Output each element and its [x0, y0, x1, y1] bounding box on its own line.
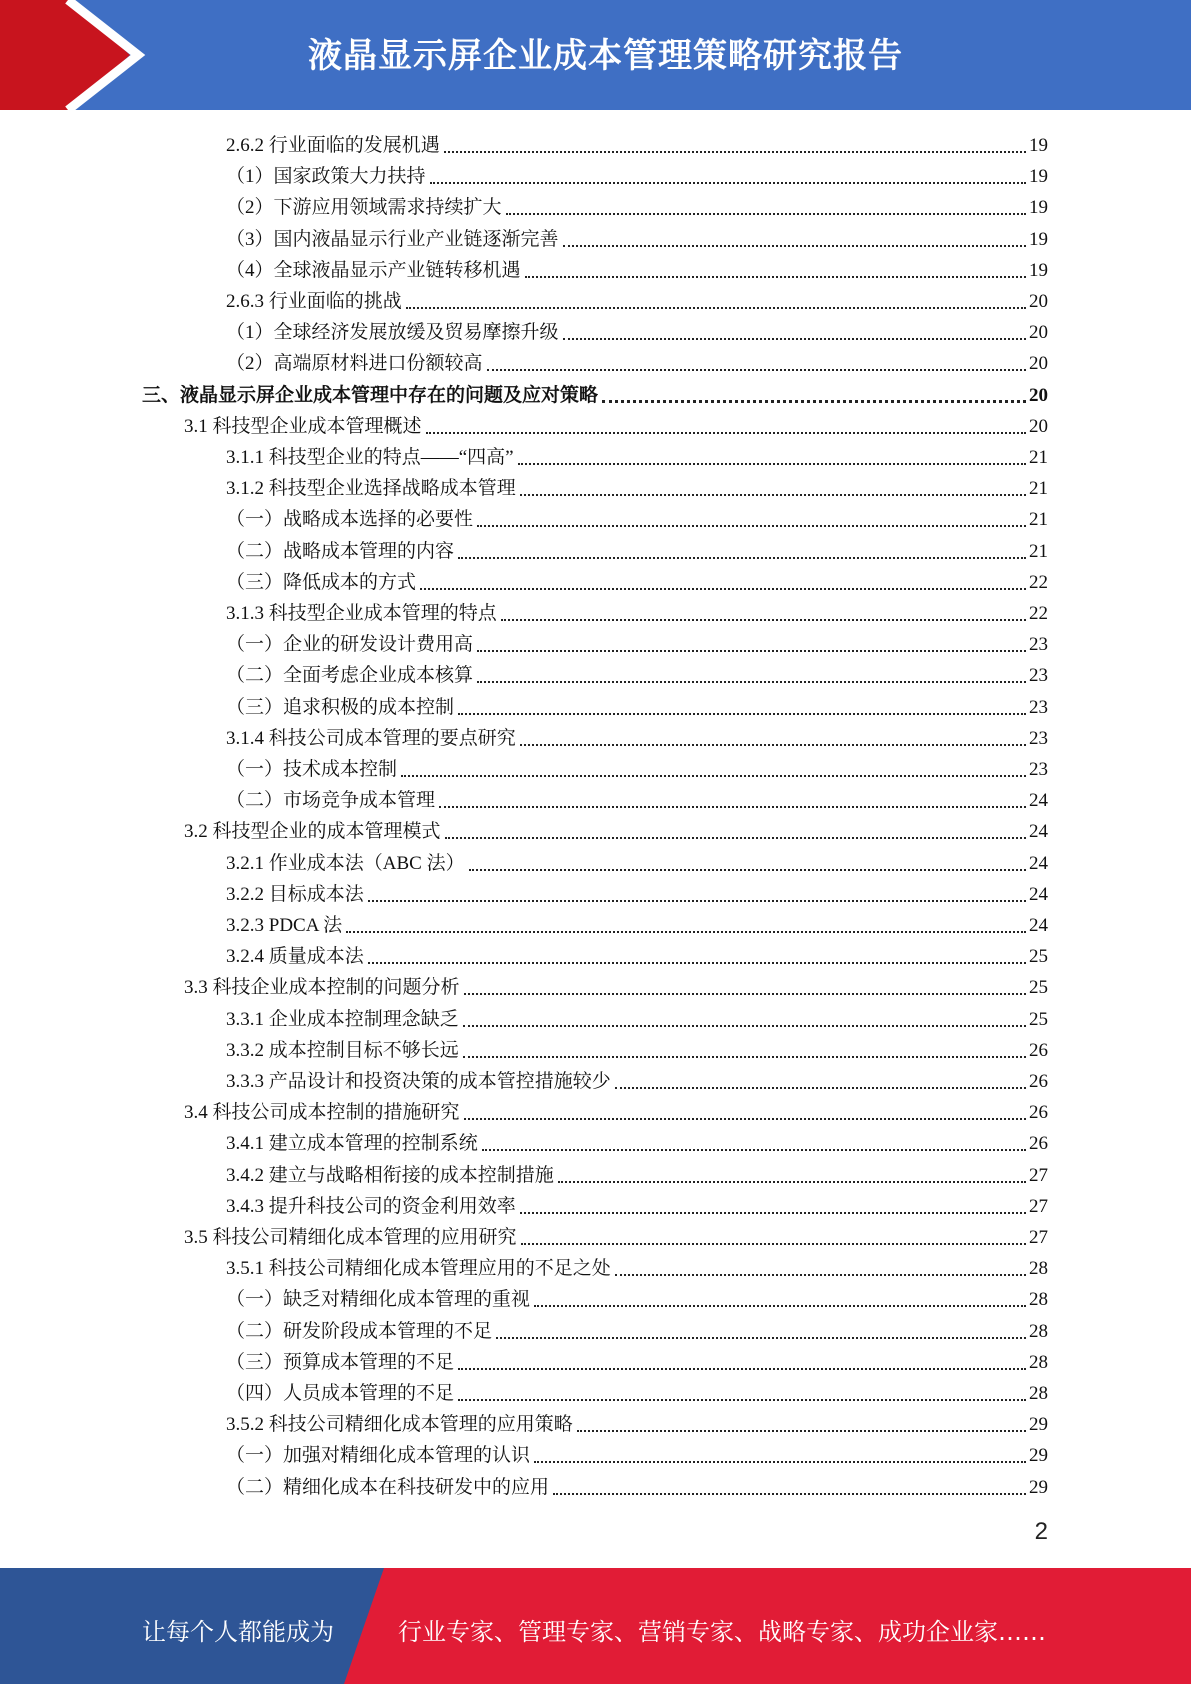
toc-leader-dots [469, 868, 1026, 871]
toc-entry[interactable] [226, 626, 1048, 657]
toc-entry-page: 19 [1029, 197, 1048, 219]
toc-entry-page: 24 [1029, 852, 1048, 874]
toc-entry-page: 21 [1029, 540, 1048, 562]
toc-entry[interactable] [226, 1375, 1048, 1406]
toc-entry-label: 3.1.1 科技型企业的特点——“四高” [226, 447, 514, 468]
toc-entry-label: （二）战略成本管理的内容 [226, 540, 455, 562]
toc-entry-label: 3.2.3 PDCA 法 [226, 915, 343, 936]
toc-leader-dots [501, 618, 1026, 621]
toc-entry[interactable] [226, 720, 1048, 751]
toc-entry-page: 23 [1029, 727, 1048, 749]
toc-leader-dots [439, 805, 1026, 808]
toc-entry-label: 3.3.1 企业成本控制理念缺乏 [226, 1008, 459, 1030]
toc-entry-page: 29 [1029, 1414, 1048, 1436]
toc-entry[interactable] [226, 221, 1048, 252]
toc-entry[interactable] [226, 1157, 1048, 1188]
toc-entry-page: 29 [1029, 1476, 1048, 1498]
toc-entry-page: 25 [1029, 1008, 1048, 1030]
toc-entry-label: （二）市场竞争成本管理 [226, 790, 436, 812]
toc-entry[interactable] [226, 127, 1048, 158]
toc-entry[interactable] [226, 751, 1048, 782]
toc-leader-dots [534, 1304, 1026, 1307]
toc-entry[interactable] [226, 1188, 1048, 1219]
toc-entry-page: 28 [1029, 1320, 1048, 1342]
toc-entry-page: 24 [1029, 915, 1048, 936]
toc-entry-page: 28 [1029, 1351, 1048, 1373]
toc-entry[interactable] [226, 1344, 1048, 1375]
toc-entry-page: 21 [1029, 447, 1048, 468]
toc-leader-dots [458, 1367, 1026, 1370]
toc-entry[interactable] [226, 876, 1048, 907]
toc-entry-label: （一）企业的研发设计费用高 [226, 634, 474, 656]
toc-entry-page: 26 [1029, 1133, 1048, 1155]
toc-leader-dots [496, 1336, 1026, 1339]
toc-entry-label: 三、液晶显示屏企业成本管理中存在的问题及应对策略 [142, 384, 599, 406]
toc-leader-dots [563, 337, 1026, 340]
toc-entry-label: 3.1 科技型企业成本管理概述 [184, 415, 422, 437]
toc-entry-page: 23 [1029, 696, 1048, 718]
toc-entry[interactable] [226, 1313, 1048, 1344]
toc-entry-page: 27 [1029, 1227, 1048, 1248]
toc-leader-dots [520, 493, 1026, 496]
toc-entry-page: 27 [1029, 1195, 1048, 1217]
toc-leader-dots [368, 899, 1026, 902]
toc-leader-dots [563, 244, 1026, 247]
toc-entry-page: 28 [1029, 1289, 1048, 1311]
toc-entry[interactable] [184, 408, 1048, 439]
toc-entry-page: 24 [1029, 883, 1048, 905]
toc-entry[interactable] [226, 1281, 1048, 1312]
toc-leader-dots [420, 587, 1026, 590]
toc-leader-dots [487, 368, 1026, 371]
toc-entry-label: 3.4.2 建立与战略相衔接的成本控制措施 [226, 1164, 554, 1186]
toc-entry-page: 19 [1029, 259, 1048, 281]
toc-entry-label: 3.3.3 产品设计和投资决策的成本管控措施较少 [226, 1071, 611, 1092]
toc-leader-dots [615, 1273, 1026, 1276]
toc-entry-page: 19 [1029, 166, 1048, 188]
toc-entry[interactable] [226, 252, 1048, 283]
toc-entry[interactable] [226, 470, 1048, 501]
toc-leader-dots [477, 680, 1026, 683]
toc-entry-page: 21 [1029, 478, 1048, 500]
toc-leader-dots [602, 399, 1026, 403]
toc-entry-label: （三）降低成本的方式 [226, 571, 417, 593]
toc-leader-dots [406, 306, 1026, 309]
toc-entry-label: （三）预算成本管理的不足 [226, 1351, 455, 1373]
toc-entry-page: 26 [1029, 1039, 1048, 1061]
toc-leader-dots [477, 649, 1026, 652]
toc-entry[interactable] [226, 1437, 1048, 1468]
toc-entry-page: 20 [1029, 353, 1048, 375]
toc-entry-page: 27 [1029, 1164, 1048, 1186]
toc-entry-label: 2.6.2 行业面临的发展机遇 [226, 135, 440, 156]
footer-banner [0, 1568, 1191, 1684]
toc-entry[interactable] [226, 1469, 1048, 1500]
toc-entry-label: （三）追求积极的成本控制 [226, 696, 455, 718]
toc-entry-page: 21 [1029, 509, 1048, 531]
toc-entry-label: 3.3 科技企业成本控制的问题分析 [184, 977, 460, 999]
toc-entry[interactable] [226, 283, 1048, 314]
toc-entry-page: 19 [1029, 135, 1048, 156]
toc-leader-dots [477, 524, 1026, 527]
toc-leader-dots [346, 930, 1026, 933]
toc-entry-page: 22 [1029, 603, 1048, 624]
toc-leader-dots [463, 1024, 1026, 1027]
toc-leader-dots [464, 992, 1026, 995]
toc-entry[interactable] [226, 314, 1048, 345]
toc-leader-dots [521, 1242, 1026, 1245]
toc-entry-page: 28 [1029, 1383, 1048, 1404]
toc-leader-dots [534, 1460, 1026, 1463]
toc-entry[interactable] [226, 782, 1048, 813]
toc-leader-dots [401, 774, 1026, 777]
toc-entry[interactable] [226, 439, 1048, 470]
toc-entry-label: （1）国家政策大力扶持 [226, 166, 426, 188]
toc-entry-label: 3.4 科技公司成本控制的措施研究 [184, 1102, 460, 1124]
toc-leader-dots [553, 1492, 1026, 1495]
toc-entry-page: 24 [1029, 821, 1048, 843]
toc-entry[interactable] [184, 1219, 1048, 1250]
toc-entry-label: （3）国内液晶显示行业产业链逐渐完善 [226, 228, 559, 250]
toc-entry[interactable] [226, 1406, 1048, 1437]
toc-entry-label: 3.2.4 质量成本法 [226, 946, 364, 968]
toc-entry[interactable] [226, 501, 1048, 532]
toc-leader-dots [482, 1148, 1026, 1151]
toc-entry-label: 3.5 科技公司精细化成本管理的应用研究 [184, 1227, 517, 1248]
toc-leader-dots [506, 212, 1026, 215]
toc-entry-page: 24 [1029, 790, 1048, 812]
toc-leader-dots [368, 961, 1026, 964]
toc-leader-dots [458, 1398, 1026, 1401]
toc-leader-dots [558, 1180, 1026, 1183]
toc-entry-label: 3.2.1 作业成本法（ABC 法） [226, 852, 465, 874]
toc-entry-page: 20 [1029, 322, 1048, 344]
toc-leader-dots [445, 836, 1026, 839]
toc-entry-label: 3.1.2 科技型企业选择战略成本管理 [226, 478, 516, 500]
toc-entry-label: 3.1.3 科技型企业成本管理的特点 [226, 603, 497, 624]
toc-entry-label: （4）全球液晶显示产业链转移机遇 [226, 259, 521, 281]
toc-entry[interactable] [226, 595, 1048, 626]
toc-entry-page: 25 [1029, 946, 1048, 968]
toc-entry-label: 3.2 科技型企业的成本管理模式 [184, 821, 441, 843]
toc-entry-label: （2）下游应用领域需求持续扩大 [226, 197, 502, 219]
toc-leader-dots [458, 712, 1026, 715]
toc-entry-label: 3.1.4 科技公司成本管理的要点研究 [226, 727, 516, 749]
toc-entry[interactable] [184, 969, 1048, 1000]
toc-entry-label: （2）高端原材料进口份额较高 [226, 353, 483, 375]
toc-entry[interactable] [184, 813, 1048, 844]
toc-entry[interactable] [226, 1125, 1048, 1156]
toc-entry-page: 25 [1029, 977, 1048, 999]
toc-entry[interactable] [226, 907, 1048, 938]
toc-entry-page: 26 [1029, 1102, 1048, 1124]
toc-entry-label: （二）全面考虑企业成本核算 [226, 665, 474, 687]
toc-entry-label: 3.4.3 提升科技公司的资金利用效率 [226, 1195, 516, 1217]
toc-entry[interactable] [226, 189, 1048, 220]
toc-entry-label: 3.2.2 目标成本法 [226, 883, 364, 905]
toc-leader-dots [430, 181, 1026, 184]
toc-leader-dots [615, 1086, 1026, 1089]
toc-entry-page: 23 [1029, 634, 1048, 656]
toc-entry[interactable] [226, 845, 1048, 876]
toc-entry-page: 22 [1029, 571, 1048, 593]
toc-entry[interactable] [226, 689, 1048, 720]
toc-entry-page: 20 [1029, 415, 1048, 437]
toc-entry[interactable] [142, 377, 1048, 408]
toc-entry[interactable] [226, 533, 1048, 564]
footer-slogan-left: 让每个人都能成为 [142, 1618, 334, 1646]
toc-entry-page: 29 [1029, 1445, 1048, 1467]
toc-entry-page: 19 [1029, 228, 1048, 250]
toc-entry-label: （二）研发阶段成本管理的不足 [226, 1320, 493, 1342]
toc-entry[interactable] [226, 1063, 1048, 1094]
toc-entry-page: 20 [1029, 291, 1048, 312]
toc-entry-label: （一）技术成本控制 [226, 759, 398, 780]
toc-leader-dots [444, 150, 1026, 153]
toc-leader-dots [520, 743, 1026, 746]
toc-entry[interactable] [226, 158, 1048, 189]
toc-entry-label: 3.5.2 科技公司精细化成本管理的应用策略 [226, 1414, 573, 1436]
toc-entry[interactable] [226, 1032, 1048, 1063]
toc-leader-dots [525, 275, 1026, 278]
toc-entry-label: （二）精细化成本在科技研发中的应用 [226, 1476, 550, 1498]
toc-entry-label: （一）加强对精细化成本管理的认识 [226, 1445, 531, 1467]
toc-entry-label: （1）全球经济发展放缓及贸易摩擦升级 [226, 322, 559, 344]
toc-entry[interactable] [226, 564, 1048, 595]
toc-leader-dots [426, 431, 1026, 434]
toc-entry[interactable] [226, 345, 1048, 376]
report-title: 液晶显示屏企业成本管理策略研究报告 [308, 36, 903, 76]
toc-entry[interactable] [226, 657, 1048, 688]
toc-entry-label: 3.3.2 成本控制目标不够长远 [226, 1039, 459, 1061]
toc-entry-label: 3.4.1 建立成本管理的控制系统 [226, 1133, 478, 1155]
toc-entry[interactable] [226, 1250, 1048, 1281]
toc-leader-dots [520, 1211, 1026, 1214]
toc-leader-dots [458, 556, 1026, 559]
toc-entry[interactable] [184, 1094, 1048, 1125]
header-banner [0, 0, 1191, 110]
toc-entry[interactable] [226, 1001, 1048, 1032]
toc-entry-label: （一）战略成本选择的必要性 [226, 509, 474, 531]
toc-entry-label: （四）人员成本管理的不足 [226, 1383, 455, 1404]
toc-entry[interactable] [226, 938, 1048, 969]
page-number: 2 [1034, 1518, 1048, 1545]
toc-entry-page: 23 [1029, 759, 1048, 780]
toc-leader-dots [464, 1117, 1026, 1120]
toc-entry-page: 23 [1029, 665, 1048, 687]
toc-entry-label: 2.6.3 行业面临的挑战 [226, 291, 402, 312]
footer-slogan-right: 行业专家、管理专家、营销专家、战略专家、成功企业家…… [398, 1618, 1046, 1646]
toc-leader-dots [577, 1429, 1026, 1432]
toc-entry-page: 20 [1029, 384, 1048, 406]
toc-entry-page: 28 [1029, 1258, 1048, 1280]
toc-entry-label: （一）缺乏对精细化成本管理的重视 [226, 1289, 531, 1311]
toc-leader-dots [463, 1055, 1026, 1058]
toc-leader-dots [518, 462, 1026, 465]
toc-entry-page: 26 [1029, 1071, 1048, 1092]
toc-entry-label: 3.5.1 科技公司精细化成本管理应用的不足之处 [226, 1258, 611, 1280]
